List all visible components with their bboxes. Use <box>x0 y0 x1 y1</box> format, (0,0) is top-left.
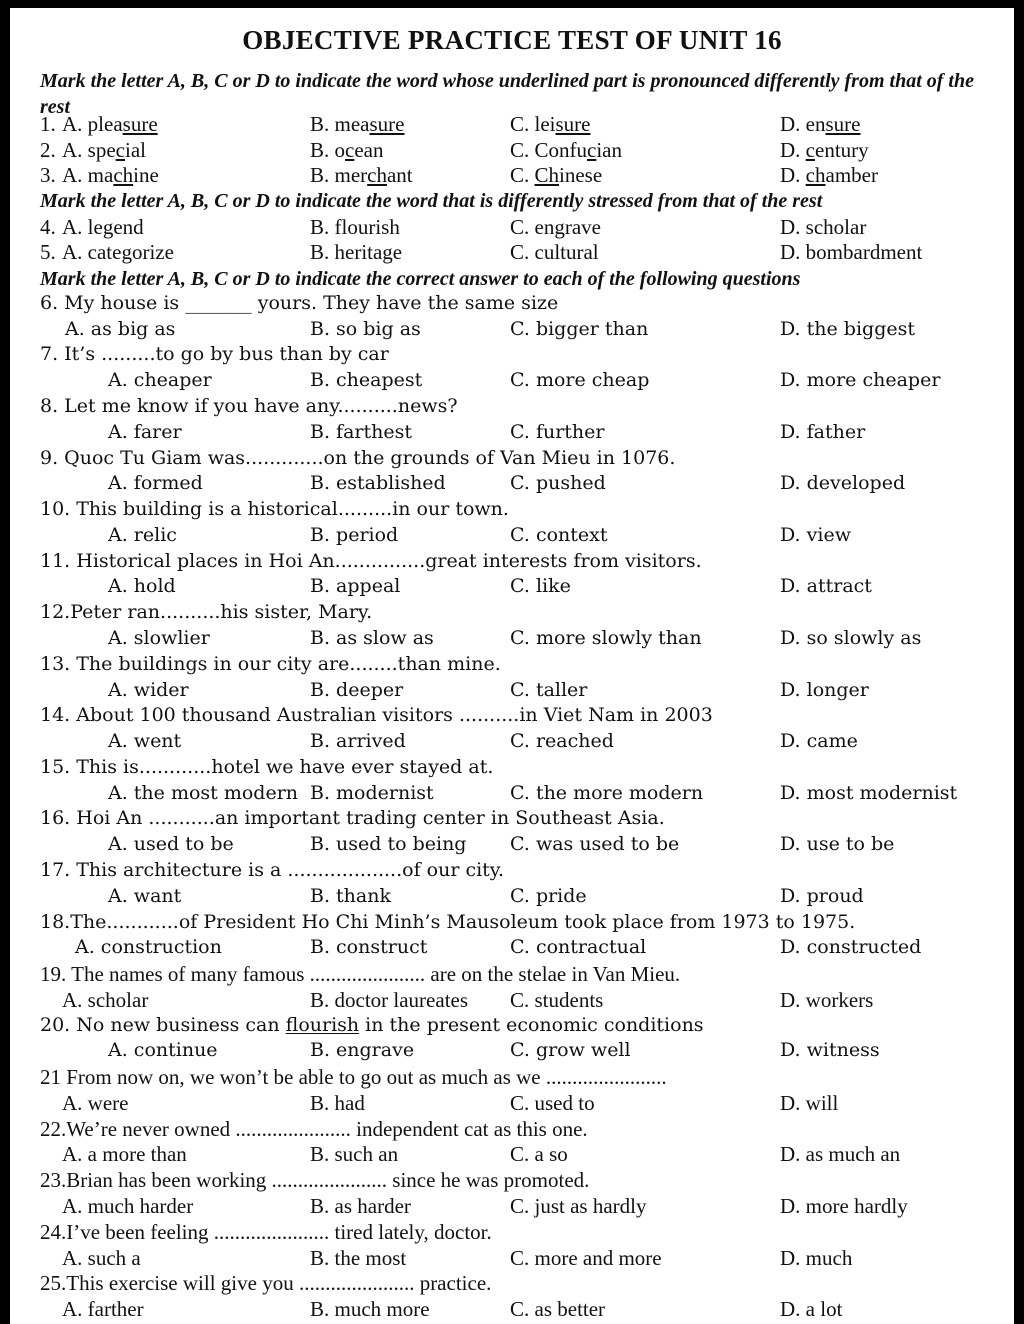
option-a: A. slowlier <box>108 627 210 649</box>
question-1 <box>10 112 1014 137</box>
option-b: B. thank <box>310 885 391 907</box>
option-b: B. cheapest <box>310 369 423 391</box>
option-b: B. much more <box>310 1297 430 1321</box>
question-5 <box>10 240 1014 265</box>
question-number: 3. <box>40 163 56 187</box>
question-22-stem: 22.We’re never owned ...................... independent cat as this one. <box>40 1117 588 1141</box>
option-d: D. more hardly <box>780 1194 908 1218</box>
option-b: B. had <box>310 1091 365 1115</box>
question-6-options <box>10 318 1014 343</box>
option-a: A. went <box>108 730 182 752</box>
question-20-stem: 20. No new business can flourish in the present economic conditions <box>40 1014 704 1036</box>
question-13-stem: 13. The buildings in our city are........than mine. <box>40 653 501 675</box>
question-23-options <box>10 1194 1014 1219</box>
option-c: C. more cheap <box>510 369 650 391</box>
option-c: C. taller <box>510 679 588 701</box>
option-d: D. witness <box>780 1039 880 1061</box>
question-23-stem: 23.Brian has been working ...................... since he was promoted. <box>40 1168 590 1192</box>
question-number: 5. <box>40 240 56 264</box>
option-a: A. formed <box>108 472 203 494</box>
option-c: C. a so <box>510 1142 568 1166</box>
option-d: D. attract <box>780 575 872 597</box>
option-a: A. categorize <box>62 240 174 264</box>
option-b: B. construct <box>310 936 428 958</box>
option-b: B. period <box>310 524 399 546</box>
question-number: 4. <box>40 215 56 239</box>
question-12-options <box>10 627 1014 652</box>
worksheet-page <box>10 8 1014 1324</box>
option-d: D. bombardment <box>780 240 923 264</box>
option-c: C. grow well <box>510 1039 631 1061</box>
instruction-pronunciation: Mark the letter A, B, C or D to indicate the word whose underlined part is pronounced differently from that of the rest <box>40 70 974 118</box>
option-c: C. pride <box>510 885 587 907</box>
question-14-stem: 14. About 100 thousand Australian visitors ..........in Viet Nam in 2003 <box>40 704 713 726</box>
question-7-stem: 7. It’s .........to go by bus than by car <box>40 343 389 365</box>
instruction-questions: Mark the letter A, B, C or D to indicate the correct answer to each of the following questions <box>40 268 801 290</box>
question-16-stem: 16. Hoi An ...........an important trading center in Southeast Asia. <box>40 807 665 829</box>
option-c: C. bigger than <box>510 318 649 340</box>
option-d: D. the biggest <box>780 318 915 340</box>
option-a: A. were <box>62 1091 129 1115</box>
option-a: A. wider <box>108 679 189 701</box>
question-19-stem: 19. The names of many famous ...................... are on the stelae in Van Mieu. <box>40 962 681 986</box>
option-c: C. like <box>510 575 571 597</box>
question-9-stem: 9. Quoc Tu Giam was.............on the grounds of Van Mieu in 1076. <box>40 447 676 469</box>
question-8-options <box>10 421 1014 446</box>
question-14-options <box>10 730 1014 755</box>
question-25-stem: 25.This exercise will give you ...................... practice. <box>40 1271 492 1295</box>
option-d: D. view <box>780 524 851 546</box>
option-a: A. pleasure <box>62 112 158 136</box>
option-a: A. farther <box>62 1297 144 1321</box>
option-c: C. the more modern <box>510 782 704 804</box>
question-8-stem: 8. Let me know if you have any..........news? <box>40 395 458 417</box>
option-d: D. came <box>780 730 858 752</box>
question-13-options <box>10 679 1014 704</box>
option-d: D. a lot <box>780 1297 843 1321</box>
option-b: B. ocean <box>310 138 384 162</box>
option-b: B. heritage <box>310 240 403 264</box>
option-c: C. contractual <box>510 936 647 958</box>
question-18-stem: 18.The............of President Ho Chi Minh’s Mausoleum took place from 1973 to 1975. <box>40 911 856 933</box>
option-b: B. used to being <box>310 833 467 855</box>
option-a: A. a more than <box>62 1142 187 1166</box>
option-d: D. chamber <box>780 163 878 187</box>
instruction-stress: Mark the letter A, B, C or D to indicate the word that is differently stressed from that of the rest <box>40 190 823 212</box>
option-a: A. much harder <box>62 1194 194 1218</box>
option-b: B. arrived <box>310 730 406 752</box>
option-d: D. scholar <box>780 215 867 239</box>
option-d: D. ensure <box>780 112 861 136</box>
question-10-options <box>10 524 1014 549</box>
option-c: C. Chinese <box>510 163 603 187</box>
option-b: B. such an <box>310 1142 399 1166</box>
question-9-options <box>10 472 1014 497</box>
option-b: B. as harder <box>310 1194 411 1218</box>
option-c: C. was used to be <box>510 833 680 855</box>
option-c: C. context <box>510 524 608 546</box>
option-d: D. longer <box>780 679 869 701</box>
question-3 <box>10 163 1014 188</box>
option-d: D. developed <box>780 472 906 494</box>
option-b: B. modernist <box>310 782 434 804</box>
question-10-stem: 10. This building is a historical.........in our town. <box>40 498 509 520</box>
option-d: D. workers <box>780 988 874 1012</box>
option-b: B. flourish <box>310 215 400 239</box>
question-15-stem: 15. This is............hotel we have ever stayed at. <box>40 756 494 778</box>
option-a: A. such a <box>62 1246 141 1270</box>
option-a: A. construction <box>75 936 222 958</box>
question-6-stem: 6. My house is _______ yours. They have the same size <box>40 292 559 314</box>
option-b: B. so big as <box>310 318 421 340</box>
option-d: D. use to be <box>780 833 895 855</box>
option-c: C. more slowly than <box>510 627 702 649</box>
question-24-stem: 24.I’ve been feeling ...................... tired lately, doctor. <box>40 1220 492 1244</box>
question-11-options <box>10 575 1014 600</box>
option-c: C. as better <box>510 1297 606 1321</box>
page-title: OBJECTIVE PRACTICE TEST OF UNIT 16 <box>242 25 782 55</box>
option-c: C. leisure <box>510 112 591 136</box>
option-c: C. pushed <box>510 472 606 494</box>
question-21-stem: 21 From now on, we won’t be able to go out as much as we ....................... <box>40 1065 667 1089</box>
option-c: C. used to <box>510 1091 595 1115</box>
option-a: A. relic <box>108 524 177 546</box>
question-number: 2. <box>40 138 56 162</box>
option-c: C. further <box>510 421 605 443</box>
question-24-options <box>10 1246 1014 1271</box>
question-2 <box>10 138 1014 163</box>
question-18-options <box>10 936 1014 961</box>
option-d: D. more cheaper <box>780 369 941 391</box>
question-number: 1. <box>40 112 56 136</box>
option-d: D. century <box>780 138 869 162</box>
option-c: C. Confucian <box>510 138 622 162</box>
option-b: B. as slow as <box>310 627 434 649</box>
option-d: D. constructed <box>780 936 922 958</box>
option-a: A. the most modern <box>108 782 299 804</box>
option-b: B. deeper <box>310 679 404 701</box>
option-c: C. just as hardly <box>510 1194 647 1218</box>
option-b: B. doctor laureates <box>310 988 469 1012</box>
option-d: D. will <box>780 1091 839 1115</box>
question-12-stem: 12.Peter ran..........his sister, Mary. <box>40 601 373 623</box>
option-a: A. continue <box>108 1039 218 1061</box>
option-a: A. hold <box>108 575 176 597</box>
option-c: C. more and more <box>510 1246 662 1270</box>
option-a: A. used to be <box>108 833 234 855</box>
option-b: B. the most <box>310 1246 407 1270</box>
question-22-options <box>10 1142 1014 1167</box>
option-a: A. as big as <box>65 318 176 340</box>
option-a: A. legend <box>62 215 144 239</box>
option-c: C. engrave <box>510 215 601 239</box>
option-a: A. cheaper <box>108 369 212 391</box>
option-a: A. machine <box>62 163 159 187</box>
option-d: D. as much an <box>780 1142 901 1166</box>
question-17-stem: 17. This architecture is a ...................of our city. <box>40 859 505 881</box>
option-d: D. so slowly as <box>780 627 922 649</box>
option-a: A. scholar <box>62 988 149 1012</box>
question-17-options <box>10 885 1014 910</box>
question-4 <box>10 215 1014 240</box>
option-d: D. most modernist <box>780 782 958 804</box>
option-b: B. farthest <box>310 421 412 443</box>
option-c: C. students <box>510 988 604 1012</box>
option-d: D. proud <box>780 885 864 907</box>
question-7-options <box>10 369 1014 394</box>
option-d: D. much <box>780 1246 853 1270</box>
option-c: C. reached <box>510 730 614 752</box>
option-c: C. cultural <box>510 240 599 264</box>
option-a: A. farer <box>108 421 182 443</box>
option-d: D. father <box>780 421 866 443</box>
option-b: B. merchant <box>310 163 413 187</box>
question-25-options <box>10 1297 1014 1322</box>
option-a: A. special <box>62 138 146 162</box>
option-b: B. established <box>310 472 446 494</box>
option-b: B. engrave <box>310 1039 415 1061</box>
question-16-options <box>10 833 1014 858</box>
question-11-stem: 11. Historical places in Hoi An...............great interests from visitors. <box>40 550 702 572</box>
question-20-options <box>10 1039 1014 1064</box>
option-b: B. appeal <box>310 575 401 597</box>
option-b: B. measure <box>310 112 405 136</box>
question-15-options <box>10 782 1014 807</box>
option-a: A. want <box>108 885 182 907</box>
question-21-options <box>10 1091 1014 1116</box>
question-19-options <box>10 988 1014 1013</box>
